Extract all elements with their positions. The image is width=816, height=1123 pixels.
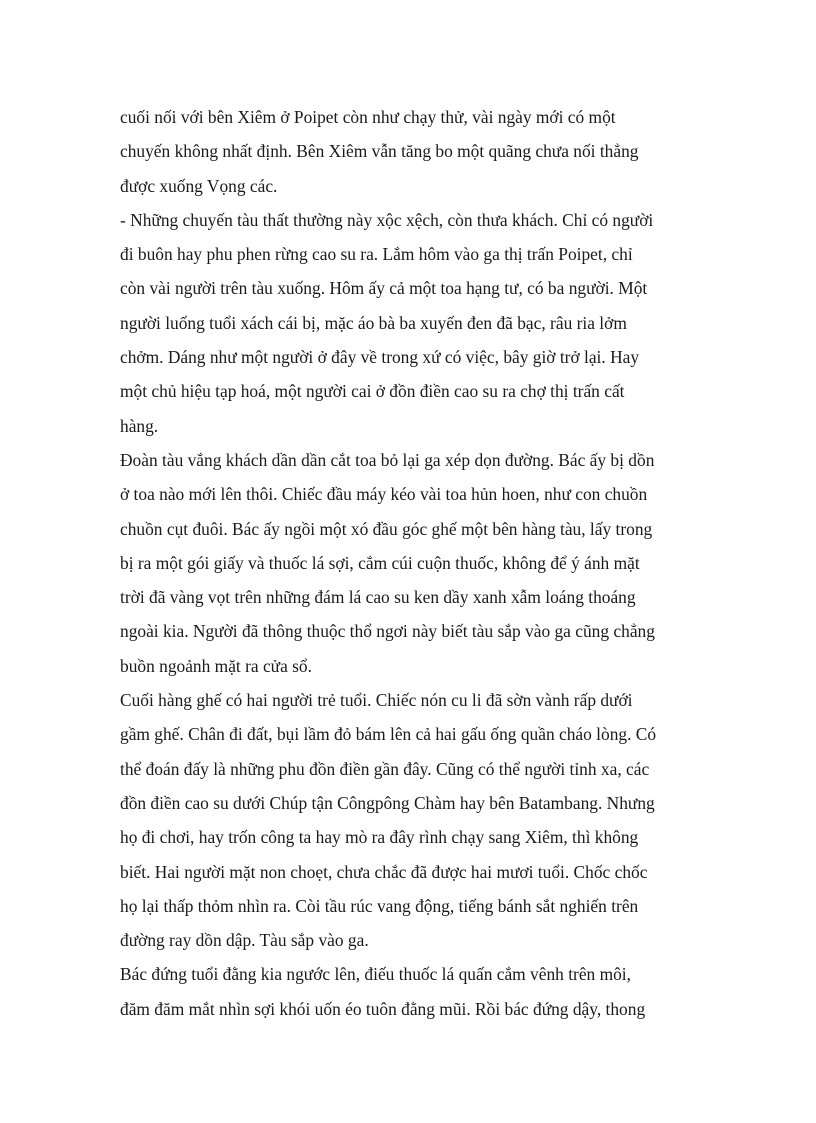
text-line: họ đi chơi, hay trốn công ta hay mò ra đây rình chạy sang Xiêm, thì không (120, 827, 639, 848)
paragraph-2 (120, 203, 700, 443)
text-line: gầm ghế. Chân đi đất, bụi lầm đỏ bám lên cả hai gấu ống quần cháo lòng. Có (120, 724, 657, 745)
text-line: người luống tuổi xách cái bị, mặc áo bà ba xuyến đen đã bạc, râu ria lởm (120, 312, 627, 333)
text-line: thể đoán đấy là những phu đồn điền gần đây. Cũng có thể người tỉnh xa, các (120, 758, 650, 779)
text-line: biết. Hai người mặt non choẹt, chưa chắc đã được hai mươi tuổi. Chốc chốc (120, 861, 648, 882)
text-line: hàng. (120, 415, 159, 436)
text-line: chuyến không nhất định. Bên Xiêm vẫn tăng bo một quãng chưa nối thẳng (120, 141, 639, 162)
paragraph-1 (120, 100, 700, 203)
text-line: ở toa nào mới lên thôi. Chiếc đầu máy kéo vài toa hủn hoen, như con chuồn (120, 484, 648, 505)
text-line: một chủ hiệu tạp hoá, một người cai ở đồn điền cao su ra chợ thị trấn cất (120, 381, 625, 402)
text-line: trời đã vàng vọt trên những đám lá cao su ken dầy xanh xẫm loáng thoáng (120, 587, 636, 608)
text-line: còn vài người trên tàu xuống. Hôm ấy cả một toa hạng tư, có ba người. Một (120, 278, 648, 299)
text-line: buồn ngoảnh mặt ra cửa sổ. (120, 655, 312, 676)
text-line: đồn điền cao su dưới Chúp tận Côngpông Chàm hay bên Batambang. Nhưng (120, 792, 655, 813)
text-line: - Những chuyến tàu thất thường này xộc xệch, còn thưa khách. Chỉ có người (120, 209, 654, 230)
text-line: đăm đăm mắt nhìn sợi khói uốn éo tuôn đằng mũi. Rồi bác đứng dậy, thong (120, 998, 646, 1019)
text-line: họ lại thấp thỏm nhìn ra. Còi tầu rúc vang động, tiếng bánh sắt nghiến trên (120, 895, 639, 916)
text-line: Bác đứng tuổi đằng kia ngước lên, điếu thuốc lá quấn cắm vênh trên môi, (120, 964, 631, 985)
text-line: Cuối hàng ghế có hai người trẻ tuổi. Chiếc nón cu li đã sờn vành rấp dưới (120, 690, 633, 711)
paragraph-3 (120, 443, 700, 683)
text-line: cuối nối với bên Xiêm ở Poipet còn như chạy thử, vài ngày mới có một (120, 107, 616, 127)
text-line: chuồn cụt đuôi. Bác ấy ngồi một xó đầu góc ghế một bên hàng tàu, lấy trong (120, 518, 653, 539)
text-line: bị ra một gói giấy và thuốc lá sợi, cắm cúi cuộn thuốc, không để ý ánh mặt (120, 552, 640, 573)
paragraph-5 (120, 957, 700, 1026)
text-line: chởm. Dáng như một người ở đây về trong xứ có việc, bây giờ trở lại. Hay (120, 347, 640, 368)
text-line: đường ray dồn dập. Tàu sắp vào ga. (120, 930, 369, 951)
text-line: được xuống Vọng các. (120, 175, 278, 196)
document-body (120, 100, 700, 1026)
paragraph-4 (120, 683, 700, 957)
text-line: Đoàn tàu vắng khách dần dần cắt toa bỏ lại ga xép dọn đường. Bác ấy bị dồn (120, 449, 655, 470)
text-line: đi buôn hay phu phen rừng cao su ra. Lắm hôm vào ga thị trấn Poipet, chỉ (120, 244, 633, 265)
text-line: ngoài kia. Người đã thông thuộc thổ ngơi này biết tàu sắp vào ga cũng chẳng (120, 621, 655, 642)
